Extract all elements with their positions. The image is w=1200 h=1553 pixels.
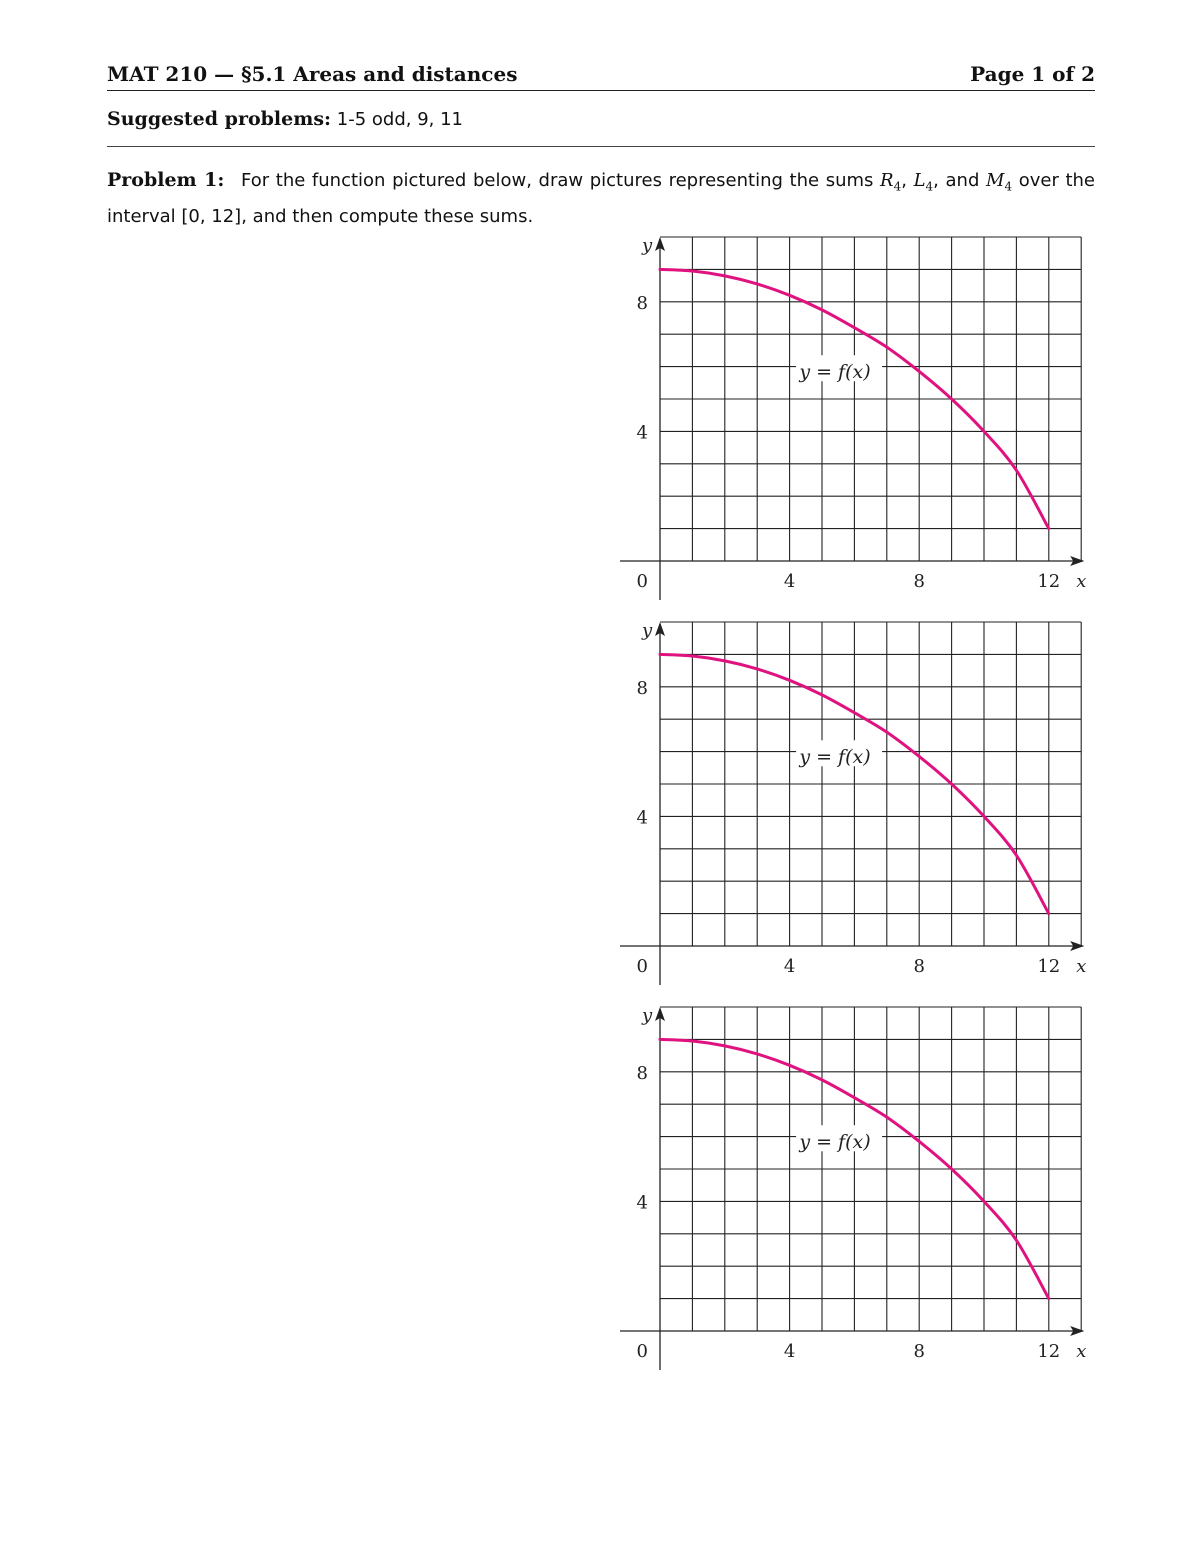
- curve-label: y = f(x): [799, 1130, 871, 1153]
- suggested-text: 1-5 odd, 9, 11: [336, 109, 463, 130]
- y-tick-label: 8: [636, 292, 648, 314]
- grid-lines: [660, 1007, 1081, 1331]
- graph-2: [615, 615, 1090, 985]
- x-tick-label: 4: [783, 956, 796, 977]
- y-axis-label: y: [642, 1005, 653, 1026]
- problem-text-a: For the function pictured below, draw pictures representing the sums: [241, 170, 874, 191]
- x-tick-label: 12: [1037, 956, 1061, 977]
- x-tick-label: 8: [913, 571, 925, 592]
- x-axis-label: x: [1076, 1341, 1087, 1362]
- page-title: MAT 210 — §5.1 Areas and distances: [107, 62, 518, 86]
- graph-1: [615, 230, 1090, 600]
- problem-text-b: over the interval: [107, 170, 1095, 227]
- problem-text-c: , and then compute these sums.: [241, 205, 534, 227]
- x-tick-label: 4: [783, 1341, 796, 1362]
- x-axis-label: x: [1076, 571, 1087, 592]
- problem-label: Problem 1:: [107, 169, 225, 191]
- grid-lines: [660, 237, 1081, 561]
- page-header: [107, 60, 1095, 91]
- curve-label: y = f(x): [799, 360, 871, 383]
- x-axis-label: x: [1076, 956, 1087, 977]
- chart-svg: [615, 230, 1090, 600]
- y-tick-label: 4: [636, 422, 648, 444]
- curve-label: y = f(x): [799, 745, 871, 768]
- origin-label: 0: [636, 1341, 648, 1362]
- graph-3: [615, 1000, 1090, 1370]
- page-number: Page 1 of 2: [970, 62, 1095, 86]
- interval: [0, 12]: [181, 205, 242, 227]
- origin-label: 0: [636, 956, 648, 977]
- x-tick-label: 12: [1037, 571, 1061, 592]
- sum-m4: $M_4$: [986, 170, 1013, 194]
- x-tick-label: 8: [913, 1341, 925, 1362]
- y-axis-label: y: [642, 235, 653, 256]
- suggested-label: Suggested problems:: [107, 108, 332, 130]
- grid-lines: [660, 622, 1081, 946]
- y-tick-label: 8: [636, 677, 648, 699]
- y-tick-label: 4: [636, 807, 648, 829]
- sum-sep-2: , and: [933, 170, 980, 191]
- sum-r4: $R_4$: [880, 170, 902, 194]
- suggested-problems: [107, 108, 1095, 147]
- sum-sep-1: ,: [901, 170, 907, 191]
- chart-svg: [615, 615, 1090, 985]
- sum-l4: $L_4$: [913, 170, 934, 194]
- y-axis-label: y: [642, 620, 653, 641]
- chart-svg: [615, 1000, 1090, 1370]
- problem-1: [107, 166, 1095, 231]
- x-tick-label: 8: [913, 956, 925, 977]
- origin-label: 0: [636, 571, 648, 592]
- y-tick-label: 4: [636, 1192, 648, 1214]
- x-tick-label: 12: [1037, 1341, 1061, 1362]
- y-tick-label: 8: [636, 1062, 648, 1084]
- x-tick-label: 4: [783, 571, 796, 592]
